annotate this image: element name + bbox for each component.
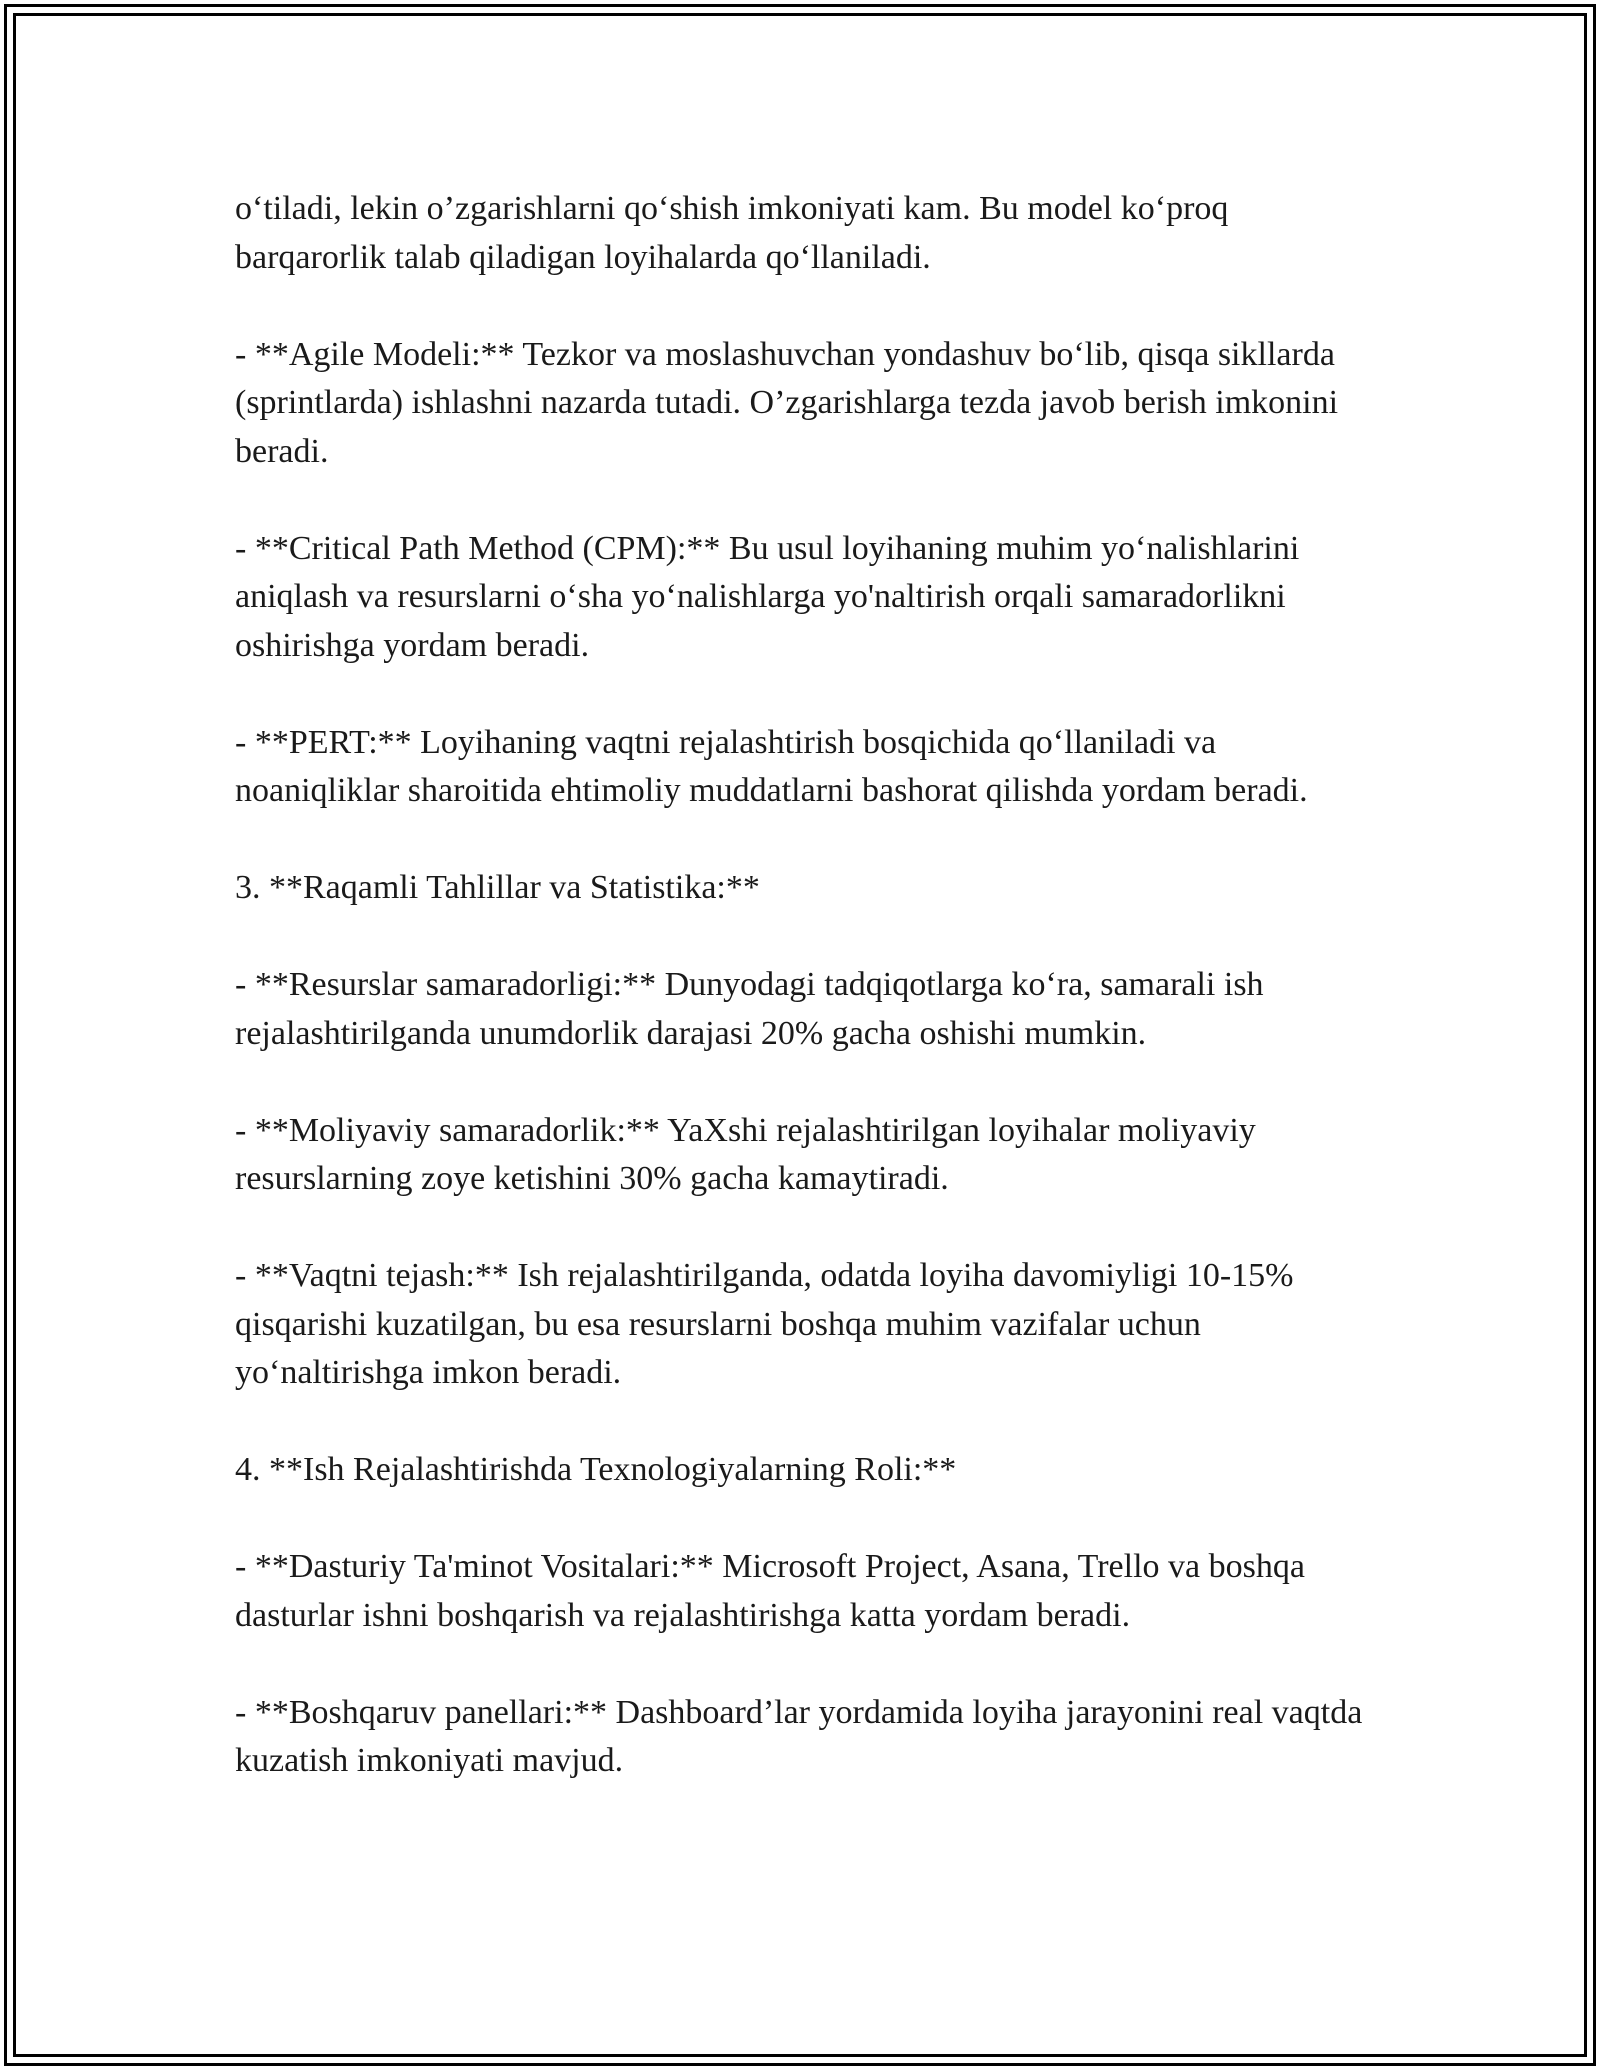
paragraph-pert: - **PERT:** Loyihaning vaqtni rejalashtirish bosqichida qo‘llaniladi va noaniqliklar sharoitida ehtimoliy muddatlarni bashorat qilishda yordam beradi. (235, 723, 1308, 809)
paragraph-financial-efficiency: - **Moliyaviy samaradorlik:** YaXshi rejalashtirilgan loyihalar moliyaviy resurslarning zoye ketishini 30% gacha kamaytiradi. (235, 1111, 1256, 1197)
paragraph-time-saving: - **Vaqtni tejash:** Ish rejalashtirilganda, odatda loyiha davomiyligi 10-15% qisqarishi kuzatilgan, bu esa resurslarni boshqa muhim vazifalar uchun yo‘naltirishga imkon beradi. (235, 1257, 1294, 1391)
paragraph-resource-efficiency: - **Resurslar samaradorligi:** Dunyodagi tadqiqotlarga ko‘ra, samarali ish rejalashtirilganda unumdorlik darajasi 20% gacha oshishi mumkin. (235, 966, 1264, 1052)
paragraph-agile-model: - **Agile Modeli:** Tezkor va moslashuvchan yondashuv bo‘lib, qisqa sikllarda (sprintlarda) ishlashni nazarda tutadi. O’zgarishlarga tezda javob berish imkonini beradi. (235, 335, 1339, 470)
document-body (235, 185, 1380, 1786)
section-heading-statistics: 3. **Raqamli Tahlillar va Statistika:** (235, 869, 760, 906)
paragraph-waterfall-continuation: o‘tiladi, lekin o’zgarishlarni qo‘shish imkoniyati kam. Bu model ko‘proq barqarorlik talab qiladigan loyihalarda qo‘llaniladi. (235, 190, 1229, 276)
section-heading-technologies: 4. **Ish Rejalashtirishda Texnologiyalarning Roli:** (235, 1451, 957, 1488)
paragraph-cpm: - **Critical Path Method (CPM):** Bu usul loyihaning muhim yo‘nalishlarini aniqlash va resurslarni o‘sha yo‘nalishlarga yo'naltirish orqali samaradorlikni oshirishga yordam beradi. (235, 529, 1300, 664)
paragraph-dashboards: - **Boshqaruv panellari:** Dashboard’lar yordamida loyiha jarayonini real vaqtda kuzatish imkoniyati mavjud. (235, 1693, 1363, 1779)
paragraph-software-tools: - **Dasturiy Ta'minot Vositalari:** Microsoft Project, Asana, Trello va boshqa dasturlar ishni boshqarish va rejalashtirishga katta yordam beradi. (235, 1548, 1305, 1634)
